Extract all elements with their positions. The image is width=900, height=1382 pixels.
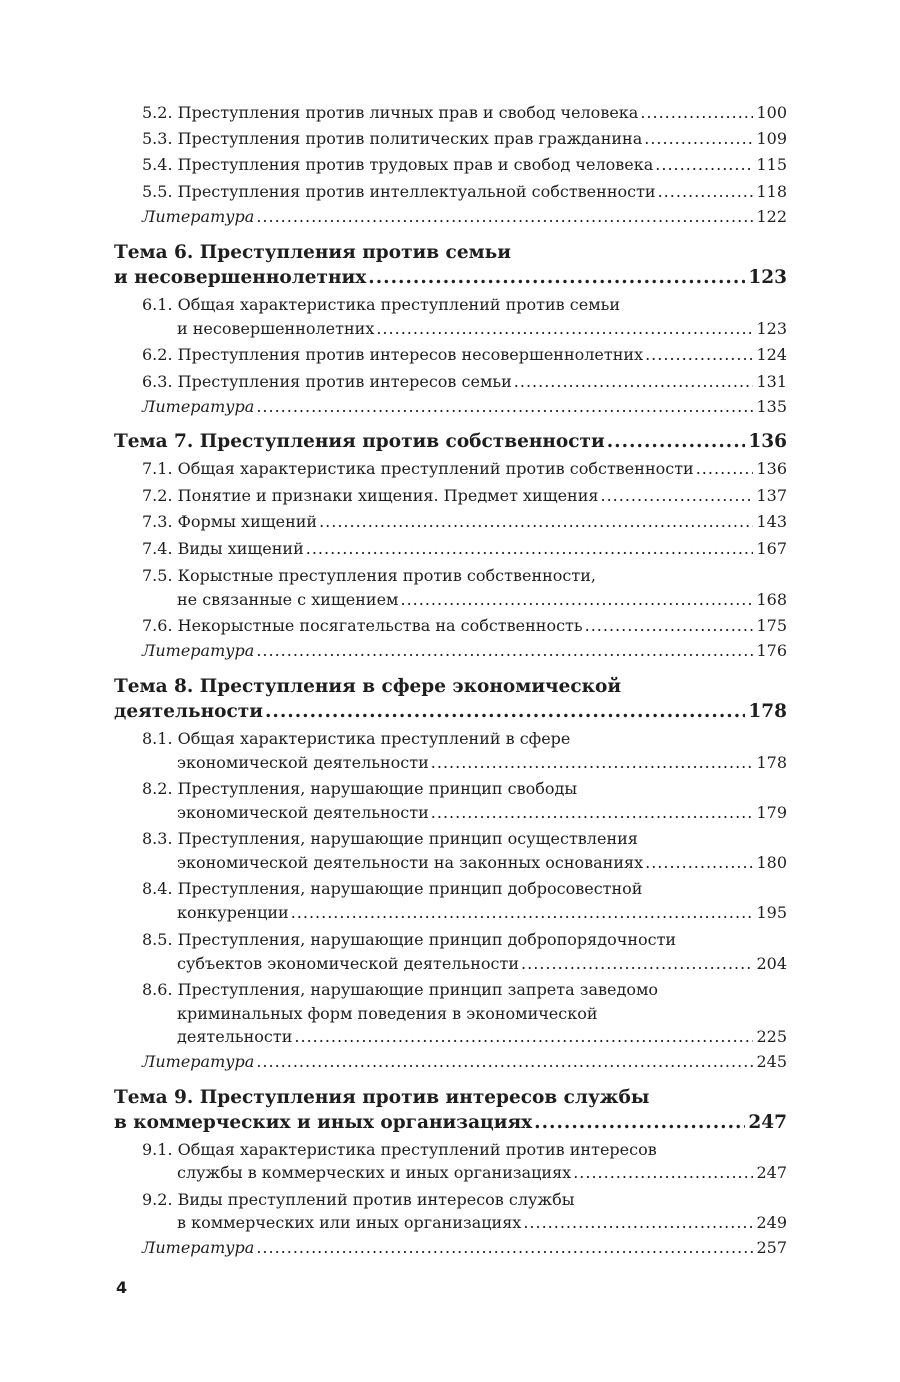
entry-page: 143 (756, 512, 787, 531)
toc-entry-7-6[interactable] (142, 614, 787, 638)
toc-entry-7-3[interactable] (142, 510, 787, 534)
toc-entry-8-5[interactable] (177, 952, 787, 976)
toc-entry-7-1[interactable] (142, 457, 787, 481)
entry-label: 5.2. Преступления против личных прав и свобод человека (142, 103, 639, 122)
entry-label-cont: экономической деятельности на законных основаниях (177, 853, 644, 872)
toc-entry-8-4[interactable] (177, 901, 787, 925)
entry-page: 100 (756, 103, 787, 122)
entry-page: 247 (748, 1112, 787, 1133)
entry-label: Литература (142, 1052, 255, 1071)
entry-page: 249 (756, 1213, 787, 1232)
entry-page: 168 (756, 590, 787, 609)
entry-label: 8.2. Преступления, нарушающие принцип свободы (142, 779, 578, 798)
entry-label: 7.4. Виды хищений (142, 539, 304, 558)
toc-literature-9[interactable] (142, 1236, 787, 1260)
entry-label-cont: субъектов экономической деятельности (177, 954, 520, 973)
toc-entry-8-1-line1[interactable] (142, 727, 787, 751)
toc-entry-8-4-line1[interactable] (142, 877, 787, 901)
entry-label: 7.5. Корыстные преступления против собственности, (142, 566, 596, 585)
entry-page: 247 (756, 1163, 787, 1182)
toc-entry-8-6[interactable] (177, 1025, 787, 1049)
entry-page: 257 (756, 1238, 787, 1257)
toc-topic-8-line1[interactable] (114, 674, 787, 700)
entry-label: 7.2. Понятие и признаки хищения. Предмет хищения (142, 486, 599, 505)
toc-topic-8[interactable] (114, 699, 787, 725)
toc-literature-6[interactable] (142, 395, 787, 419)
page-number: 4 (116, 1278, 128, 1297)
entry-label-cont: не связанные с хищением (177, 590, 399, 609)
entry-page: 131 (756, 372, 787, 391)
entry-page: 109 (756, 129, 787, 148)
toc-entry-5-3[interactable] (142, 127, 787, 151)
entry-label: 8.1. Общая характеристика преступлений в сфере (142, 729, 571, 748)
entry-page: 225 (756, 1027, 787, 1046)
toc-entry-8-3[interactable] (177, 851, 787, 875)
entry-label: 5.4. Преступления против трудовых прав и свобод человека (142, 155, 654, 174)
topic-title: Тема 9. Преступления против интересов службы (114, 1087, 650, 1108)
toc-topic-7[interactable] (114, 429, 787, 455)
toc-entry-7-2[interactable] (142, 484, 787, 508)
topic-title: Тема 8. Преступления в сфере экономической (114, 676, 622, 697)
entry-label: Литература (142, 207, 255, 226)
toc-entry-5-4[interactable] (142, 153, 787, 177)
toc-entry-5-2[interactable] (142, 101, 787, 125)
entry-label-cont: экономической деятельности (177, 753, 429, 772)
toc-entry-7-5-line1[interactable] (142, 564, 787, 588)
toc-entry-7-5[interactable] (177, 588, 787, 612)
entry-page: 245 (756, 1052, 787, 1071)
toc-literature-5[interactable] (142, 205, 787, 229)
entry-label-cont: в коммерческих или иных организациях (177, 1213, 522, 1232)
toc-entry-8-6-line2[interactable] (177, 1002, 787, 1026)
toc-literature-7[interactable] (142, 639, 787, 663)
toc-entry-9-1-line1[interactable] (142, 1138, 787, 1162)
entry-page: 122 (756, 207, 787, 226)
toc-entry-9-2[interactable] (177, 1211, 787, 1235)
toc-topic-9-line1[interactable] (114, 1085, 787, 1111)
entry-page: 167 (756, 539, 787, 558)
topic-title: Тема 6. Преступления против семьи (114, 242, 511, 263)
toc-entry-8-2[interactable] (177, 801, 787, 825)
entry-label: 7.3. Формы хищений (142, 512, 318, 531)
toc-literature-8[interactable] (142, 1050, 787, 1074)
entry-label: 5.5. Преступления против интеллектуальной собственности (142, 182, 656, 201)
entry-label: Литература (142, 641, 255, 660)
entry-label: 9.1. Общая характеристика преступлений против интересов (142, 1140, 657, 1159)
toc-entry-7-4[interactable] (142, 537, 787, 561)
toc-entry-8-6-line1[interactable] (142, 978, 787, 1002)
entry-label: Литература (142, 1238, 255, 1257)
entry-page: 124 (756, 345, 787, 364)
entry-page: 123 (756, 319, 787, 338)
entry-page: 178 (748, 701, 787, 722)
entry-label: 6.2. Преступления против интересов несовершеннолетних (142, 345, 644, 364)
entry-label: 8.5. Преступления, нарушающие принцип добропорядочности (142, 930, 677, 949)
toc-entry-6-2[interactable] (142, 343, 787, 367)
entry-page: 136 (748, 431, 787, 452)
toc-entry-8-1[interactable] (177, 751, 787, 775)
entry-label-cont: экономической деятельности (177, 803, 429, 822)
entry-page: 118 (756, 182, 787, 201)
topic-title-cont: деятельности (114, 701, 263, 722)
entry-label: 8.6. Преступления, нарушающие принцип запрета заведомо (142, 980, 659, 999)
entry-page: 204 (756, 954, 787, 973)
entry-page: 136 (756, 459, 787, 478)
entry-label: 6.1. Общая характеристика преступлений против семьи (142, 295, 621, 314)
entry-label: Литература (142, 397, 255, 416)
entry-label-cont: и несовершеннолетних (177, 319, 375, 338)
toc-entry-5-5[interactable] (142, 180, 787, 204)
toc-entry-9-2-line1[interactable] (142, 1188, 787, 1212)
entry-label: 8.4. Преступления, нарушающие принцип добросовестной (142, 879, 643, 898)
entry-label-cont: деятельности (177, 1027, 293, 1046)
entry-page: 123 (748, 267, 787, 288)
entry-label-cont: криминальных форм поведения в экономической (177, 1004, 598, 1023)
entry-label: 7.1. Общая характеристика преступлений против собственности (142, 459, 694, 478)
entry-page: 178 (756, 753, 787, 772)
topic-title: Тема 7. Преступления против собственности (114, 431, 605, 452)
toc-topic-6[interactable] (114, 265, 787, 291)
entry-page: 195 (756, 903, 787, 922)
entry-page: 135 (756, 397, 787, 416)
entry-page: 179 (756, 803, 787, 822)
topic-title-cont: и несовершеннолетних (114, 267, 367, 288)
entry-label-cont: конкуренции (177, 903, 289, 922)
entry-page: 137 (756, 486, 787, 505)
toc-entry-8-3-line1[interactable] (142, 827, 787, 851)
entry-label: 9.2. Виды преступлений против интересов службы (142, 1190, 575, 1209)
toc-entry-9-1[interactable] (177, 1161, 787, 1185)
toc-entry-8-5-line1[interactable] (142, 928, 787, 952)
entry-page: 176 (756, 641, 787, 660)
entry-page: 175 (756, 616, 787, 635)
entry-label: 5.3. Преступления против политических прав гражданина (142, 129, 643, 148)
entry-label: 8.3. Преступления, нарушающие принцип осуществления (142, 829, 638, 848)
toc-entry-6-1-line1[interactable] (142, 293, 787, 317)
toc-entry-6-3[interactable] (142, 370, 787, 394)
topic-title-cont: в коммерческих и иных организациях (114, 1112, 533, 1133)
toc-entry-8-2-line1[interactable] (142, 777, 787, 801)
entry-label: 7.6. Некорыстные посягательства на собственность (142, 616, 583, 635)
entry-page: 115 (756, 155, 787, 174)
toc-topic-9[interactable] (114, 1110, 787, 1136)
entry-page: 180 (756, 853, 787, 872)
entry-label: 6.3. Преступления против интересов семьи (142, 372, 512, 391)
toc-topic-6-line1[interactable] (114, 240, 787, 266)
toc-entry-6-1[interactable] (177, 317, 787, 341)
entry-label-cont: службы в коммерческих и иных организациях (177, 1163, 572, 1182)
